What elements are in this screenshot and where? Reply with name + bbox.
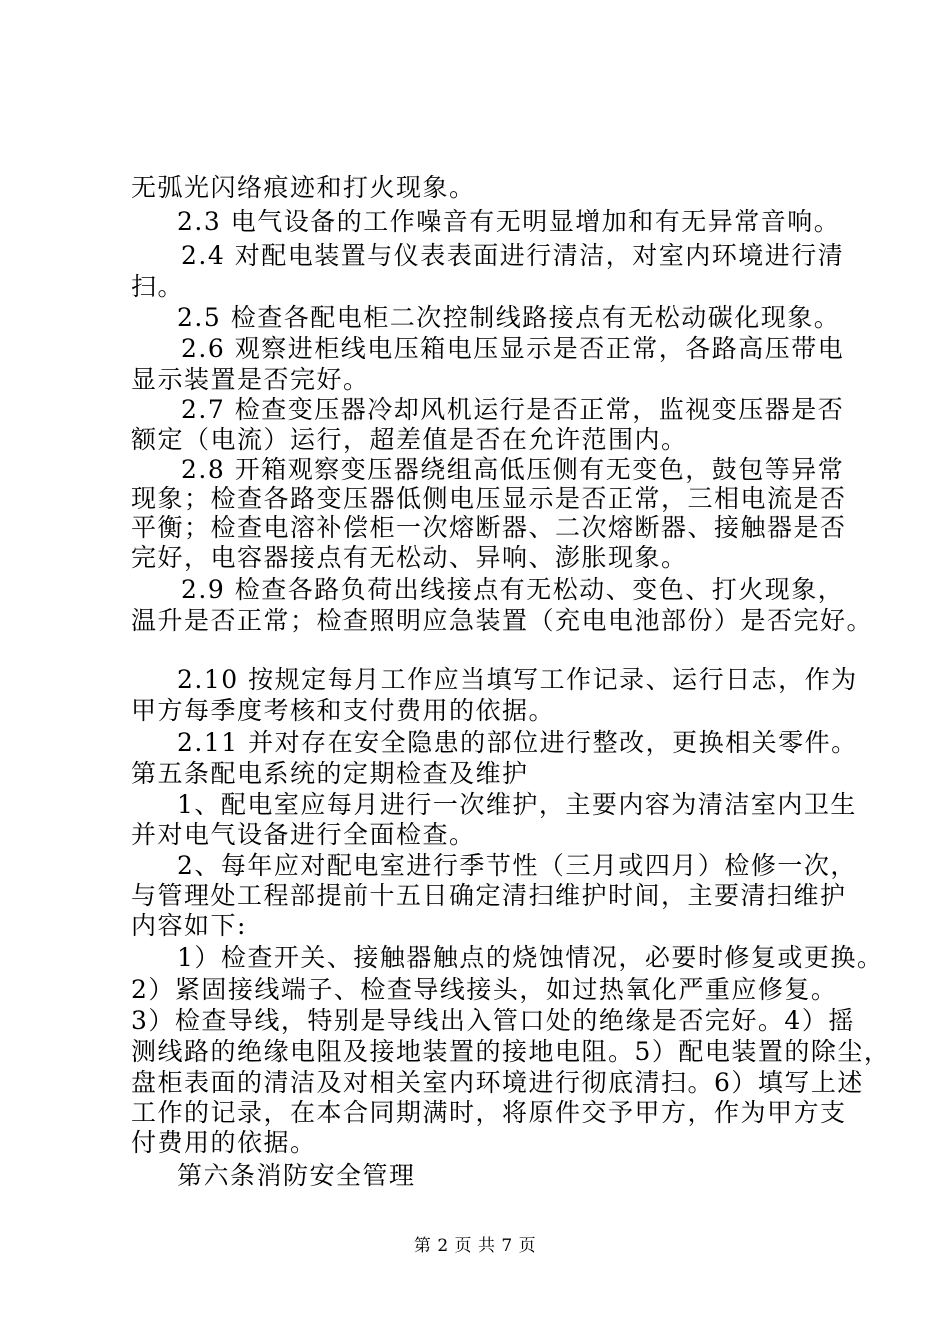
section-heading: 第五条配电系统的定期检查及维护 [131,759,529,788]
section-heading: 第六条消防安全管理 [177,1161,416,1190]
text-line: 2.8 开箱观察变压器绕组高低压侧有无变色，鼓包等异常 [181,455,845,484]
text-line: 1）检查开关、接触器触点的烧蚀情况，必要时修复或更换。 [177,943,884,972]
text-line: 内容如下: [131,911,247,940]
text-line: 2.5 检查各配电柜二次控制线路接点有无松动碳化现象。 [177,303,841,332]
text-line: 付费用的依据。 [131,1128,317,1157]
text-line: 完好，电容器接点有无松动、异响、澎胀现象。 [131,543,688,572]
text-line: 盘柜表面的清洁及对相关室内环境进行彻底清扫。6）填写上述 [131,1068,864,1097]
text-line: 2.4 对配电装置与仪表表面进行清洁，对室内环境进行清 [181,241,845,270]
text-line: 额定（电流）运行，超差值是否在允许范围内。 [131,425,688,454]
text-line: 2、每年应对配电室进行季节性（三月或四月）检修一次， [177,851,857,880]
text-line: 工作的记录，在本合同期满时，将原件交予甲方，作为甲方支 [131,1098,847,1127]
text-line: 1、配电室应每月进行一次维护，主要内容为清洁室内卫生 [177,790,857,819]
text-line: 扫。 [131,272,185,301]
text-line: 2.9 检查各路负荷出线接点有无松动、变色、打火现象， [181,575,845,604]
text-line: 2.3 电气设备的工作噪音有无明显增加和有无异常音响。 [177,207,841,236]
text-line: 温升是否正常；检查照明应急装置（充电电池部份）是否完好。 [131,606,874,635]
text-line: 现象；检查各路变压器低侧电压显示是否正常，三相电流是否 [131,484,847,513]
text-line: 2.6 观察进柜线电压箱电压显示是否正常，各路高压带电 [181,334,845,363]
text-line: 显示装置是否完好。 [131,365,370,394]
text-line: 2.7 检查变压器冷却风机运行是否正常，监视变压器是否 [181,395,845,424]
page-number-footer: 第 2 页 共 7 页 [413,1236,537,1256]
text-line: 2）紧固接线端子、检查导线接头，如过热氧化严重应修复。 [131,975,838,1004]
text-line: 并对电气设备进行全面检查。 [131,820,476,849]
text-line: 2.10 按规定每月工作应当填写工作记录、运行日志，作为 [177,665,858,694]
text-line: 无弧光闪络痕迹和打火现象。 [131,173,476,202]
text-line: 测线路的绝缘电阻及接地装置的接地电阻。5）配电装置的除尘， [131,1037,891,1066]
text-line: 2.11 并对存在安全隐患的部位进行整改，更换相关零件。 [177,728,858,757]
text-line: 3）检查导线，特别是导线出入管口处的绝缘是否完好。4）摇 [131,1006,855,1035]
text-line: 平衡；检查电溶补偿柜一次熔断器、二次熔断器、接触器是否 [131,513,847,542]
text-line: 与管理处工程部提前十五日确定清扫维护时间，主要清扫维护 [131,881,847,910]
text-line: 甲方每季度考核和支付费用的依据。 [131,696,556,725]
